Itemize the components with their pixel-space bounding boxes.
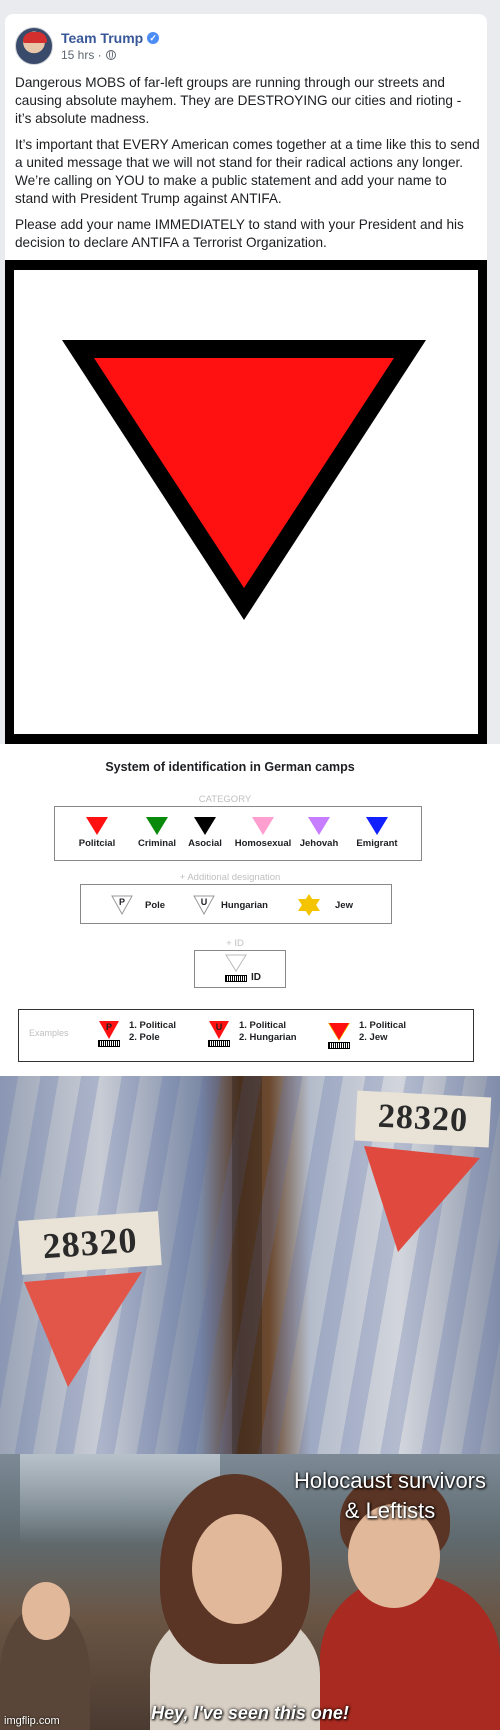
- post-paragraph: It’s important that EVERY American comes together at a time like this to send a united message that we will not stand for their radical actions any longer. We’re calling on YOU to make a public statement and add your name to stand with President Trump against ANTIFA.: [15, 137, 480, 206]
- example-political-hungarian: [207, 1020, 297, 1047]
- barcode-icon: [225, 975, 247, 982]
- asocial-triangle-icon: [194, 817, 216, 835]
- examples-box: [18, 1009, 474, 1062]
- red-triangle-graphic: [14, 270, 478, 734]
- post-author[interactable]: Team Trump: [61, 30, 144, 46]
- designation-letter: P: [118, 897, 125, 907]
- pole-triangle-icon: [111, 895, 133, 915]
- category-name: Homosexual: [234, 838, 292, 849]
- political-hungarian-triangle-icon: [208, 1020, 230, 1040]
- example-letter: U: [215, 1022, 223, 1032]
- political-triangle-icon: [86, 817, 108, 835]
- left-prisoner-number: 28320: [18, 1211, 161, 1275]
- globe-icon: [106, 50, 116, 60]
- category-name: Jehovah: [299, 838, 339, 849]
- designation-letter: U: [200, 897, 208, 907]
- facebook-post: [5, 14, 487, 260]
- meme-top-line: & Leftists: [344, 1498, 436, 1523]
- child-face: [22, 1582, 70, 1640]
- meme-panel: [0, 1454, 500, 1730]
- examples-label: Examples: [29, 1028, 69, 1038]
- red-triangle: [94, 358, 394, 588]
- uniform-photo: [0, 1076, 500, 1454]
- designation-name: Hungarian: [221, 899, 268, 911]
- right-prisoner-number: 28320: [355, 1091, 491, 1148]
- example-line: 2. Hungarian: [239, 1032, 297, 1043]
- barcode-icon: [208, 1040, 230, 1047]
- meme-top-line: Holocaust survivors: [294, 1468, 486, 1493]
- camp-identification-chart: [0, 744, 500, 1076]
- designation-hungarian: [193, 895, 268, 915]
- star-of-david-icon: [297, 893, 321, 917]
- designation-pole: [111, 895, 165, 915]
- example-line: 2. Jew: [359, 1032, 388, 1043]
- designation-jew: [297, 893, 353, 917]
- category-box: [54, 806, 422, 861]
- example-line: 1. Political: [359, 1020, 406, 1031]
- political-jew-star-icon: [327, 1020, 351, 1042]
- meme-bottom-caption: Hey, I've seen this one!: [151, 1703, 349, 1723]
- example-political-jew: [327, 1020, 406, 1049]
- emigrant-triangle-icon: [366, 817, 388, 835]
- right-red-triangle-patch: [362, 1146, 482, 1256]
- category-name: Politcial: [78, 838, 116, 849]
- category-political: [63, 807, 131, 849]
- category-name: Emigrant: [356, 838, 398, 849]
- id-label: + ID: [226, 938, 244, 949]
- example-political-pole: [97, 1020, 176, 1047]
- author-block: [61, 30, 159, 62]
- homosexual-triangle-icon: [252, 817, 274, 835]
- post-body: [15, 74, 481, 260]
- jehovah-triangle-icon: [308, 817, 330, 835]
- category-name: Asocial: [188, 838, 222, 849]
- example-letter: P: [105, 1022, 112, 1032]
- designation-name: Pole: [145, 899, 166, 911]
- id-triangle-icon: [225, 954, 247, 972]
- sleeve-seam: [232, 1076, 262, 1454]
- imgflip-watermark[interactable]: imgflip.com: [4, 1715, 60, 1727]
- id-text: ID: [251, 972, 261, 983]
- post-image[interactable]: [5, 260, 487, 744]
- chart-title: System of identification in German camps: [105, 760, 355, 774]
- example-line: 2. Pole: [129, 1032, 160, 1043]
- example-line: 1. Political: [239, 1020, 286, 1031]
- meme-top-caption: [294, 1466, 486, 1526]
- criminal-triangle-icon: [146, 817, 168, 835]
- post-image-frame: [14, 270, 478, 734]
- category-label: CATEGORY: [198, 794, 252, 805]
- barcode-icon: [98, 1040, 120, 1047]
- political-pole-triangle-icon: [98, 1020, 120, 1040]
- post-paragraph: Please add your name IMMEDIATELY to stand with your President and his decision to declare ANTIFA a Terrorist Organization.: [15, 217, 464, 250]
- avatar[interactable]: [15, 27, 53, 65]
- category-name: Criminal: [137, 838, 176, 849]
- example-line: 1. Political: [129, 1020, 176, 1031]
- designation-box: [80, 884, 392, 924]
- id-box: [194, 950, 286, 988]
- left-red-triangle-patch: [24, 1272, 144, 1392]
- woman-face: [192, 1514, 282, 1624]
- author-row: [61, 30, 159, 46]
- verified-badge-icon: ✓: [147, 32, 159, 44]
- post-meta: [61, 48, 159, 62]
- post-paragraph: Dangerous MOBS of far-left groups are running through our streets and causing absolute mayhem. They are DESTROYING our cities and rioting - it’s absolute madness.: [15, 75, 462, 126]
- post-header: [15, 26, 159, 66]
- designation-name: Jew: [335, 899, 353, 911]
- hungarian-triangle-icon: [193, 895, 215, 915]
- barcode-icon: [328, 1042, 350, 1049]
- category-emigrant: [343, 807, 411, 849]
- designation-label: + Additional designation: [179, 872, 281, 883]
- post-timestamp[interactable]: 15 hrs ·: [61, 48, 102, 62]
